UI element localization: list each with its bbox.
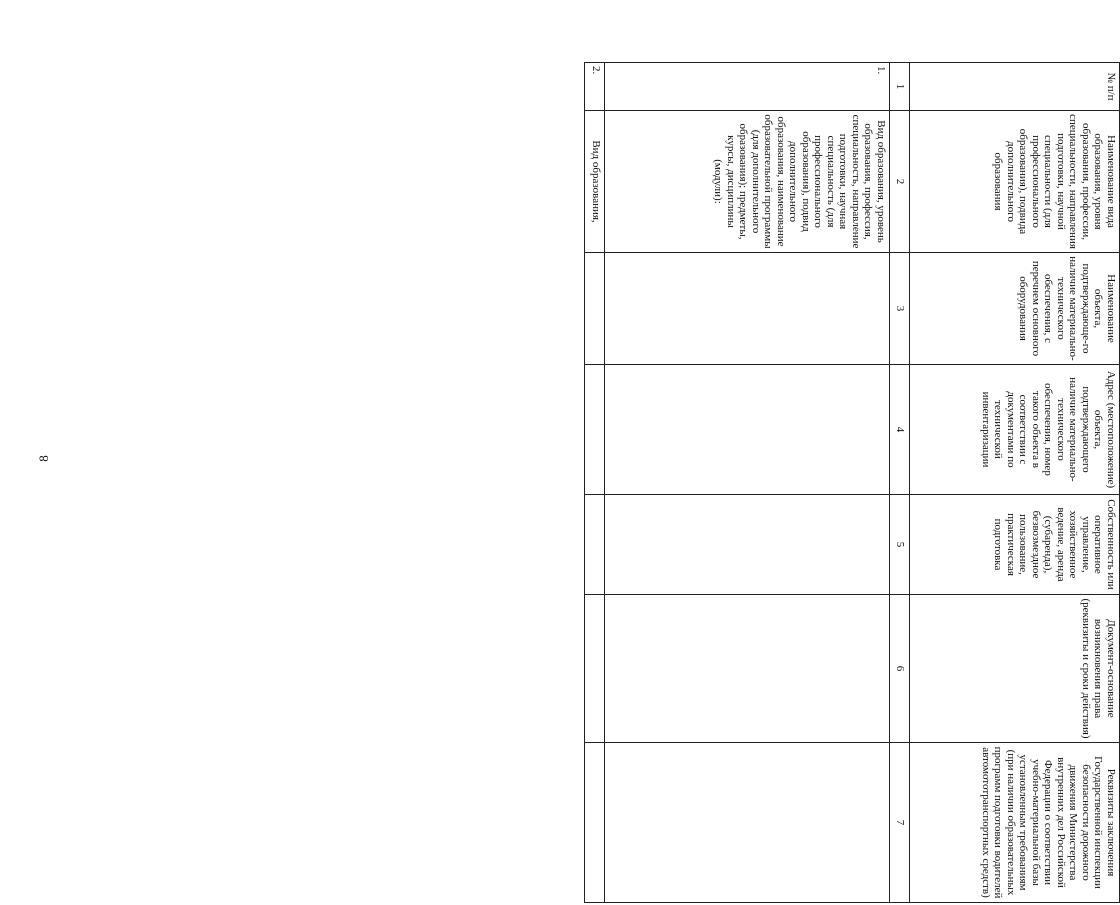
column-number-row <box>890 63 910 903</box>
header-cell-education-type: Наименование вида образования, уровня образования, профессии, специальности, направления подготовки, научной специальности (для профессионального образования), подвида дополнительного образования <box>910 111 1120 253</box>
header-cell-gibdd-conclusion: Реквизиты заключения Государственной инспекции безопасности дорожного движения Министерства внутренних дел Российской Федерации о соответствии учебно-материальной базы установленным требованиям (при наличии образовательных программ подготовки водителей автомототранспортных средств) <box>910 743 1120 903</box>
header-cell-number: № п/п <box>910 63 1120 111</box>
rotated-table-wrapper <box>585 62 1120 902</box>
row-number: 2. <box>585 63 605 111</box>
empty-cell <box>605 595 890 743</box>
column-number: 2 <box>890 111 910 253</box>
column-number: 1 <box>890 63 910 111</box>
header-cell-object-address: Адрес (местоположение) объекта, подтверждающего наличие материально-технического обеспечения, номер такого объекта в соответствии с документами по технической инвентаризации <box>910 365 1120 495</box>
column-number: 4 <box>890 365 910 495</box>
row-description: Вид образования, уровень образования, профессия, специальность, направление подготовки, научная специальность (для профессионального образования), подвид дополнительного образования, наименование образовательной программы (для дополнительного образования); предметы, курсы, дисциплины (модули): <box>605 111 890 253</box>
header-row <box>910 63 1120 903</box>
empty-cell <box>605 253 890 365</box>
row-description: Вид образования, <box>585 111 605 253</box>
column-number: 6 <box>890 595 910 743</box>
header-cell-object-name: Наименование объекта, подтверждающе-го наличие материально-технического обеспечения, с перечнем основного оборудования <box>910 253 1120 365</box>
empty-cell <box>605 743 890 903</box>
row-number: 1. <box>605 63 890 111</box>
empty-cell <box>585 495 605 595</box>
table-row <box>605 63 890 903</box>
column-number: 7 <box>890 743 910 903</box>
material-base-table <box>584 62 1120 903</box>
empty-cell <box>585 365 605 495</box>
column-number: 5 <box>890 495 910 595</box>
empty-cell <box>605 495 890 595</box>
header-cell-ownership: Собственность или оперативное управление, хозяйственное ведение, аренда (субаренда), безвозмездное пользование, практическая подготовка <box>910 495 1120 595</box>
page-number: 8 <box>35 455 51 462</box>
empty-cell <box>605 365 890 495</box>
empty-cell <box>585 743 605 903</box>
table-row <box>585 63 605 903</box>
empty-cell <box>585 595 605 743</box>
empty-cell <box>585 253 605 365</box>
header-cell-document-basis: Документ-основание возникновения права (реквизиты и сроки действия) <box>910 595 1120 743</box>
column-number: 3 <box>890 253 910 365</box>
